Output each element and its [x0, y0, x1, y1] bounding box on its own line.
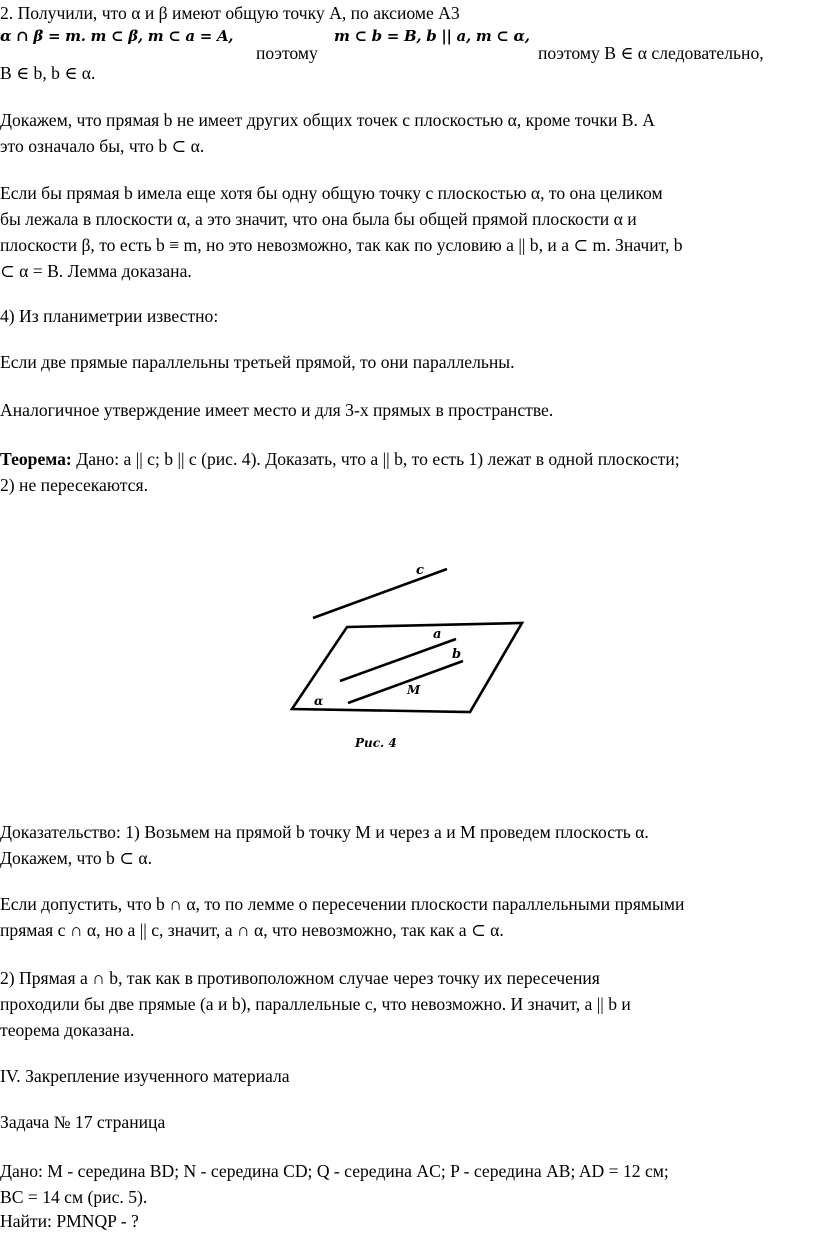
proof3-line1: 2) Прямая a ∩ b, так как в противоположном случае через точку их пересечения — [0, 968, 600, 988]
line-b — [348, 661, 463, 703]
label-c: c — [416, 563, 424, 578]
theorem-statement: Дано: a || c; b || c (рис. 4). Доказать, что a || b, то есть 1) лежат в одной плоскости; — [71, 449, 680, 469]
p4-text: 4) Из планиметрии известно: — [0, 306, 219, 326]
proof2-line2: прямая c ∩ α, но a || c, значит, a ∩ α, что невозможно, так как a ⊂ α. — [0, 920, 504, 940]
proof3-line3: теорема доказана. — [0, 1020, 135, 1040]
p5-text: Если две прямые параллельны третьей прямой, то они параллельны. — [0, 352, 515, 372]
p6-text: Аналогичное утверждение имеет место и для 3-х прямых в пространстве. — [0, 400, 554, 420]
section-heading: IV. Закрепление изученного материала — [0, 1066, 290, 1086]
theorem-line1 — [0, 446, 680, 472]
task-title: Задача № 17 страница — [0, 1112, 166, 1132]
p1-line1: 2. Получили, что α и β имеют общую точку A, по аксиоме A3 — [0, 3, 460, 23]
label-b: b — [452, 647, 462, 662]
label-M: M — [407, 683, 421, 697]
p3-line1: Если бы прямая b имела еще хотя бы одну общую точку с плоскостью α, то она целиком — [0, 183, 663, 203]
proof1-line1: Доказательство: 1) Возьмем на прямой b точку M и через a и M проведем плоскость α. — [0, 822, 649, 842]
plane-alpha — [292, 623, 522, 712]
formula-image-1: α ∩ β = m. m ⊂ β, m ⊂ a = A, — [0, 27, 234, 45]
given-line3: Найти: PMNQP - ? — [0, 1211, 139, 1231]
p1-poetomu-2: поэтому B ∈ α следовательно, — [538, 43, 764, 63]
given-line2: BC = 14 см (рис. 5). — [0, 1187, 148, 1207]
p2-line1: Докажем, что прямая b не имеет других общих точек с плоскостью α, кроме точки B. А — [0, 110, 655, 130]
p1-line3: B ∈ b, b ∈ α. — [0, 63, 96, 83]
proof2-line1: Если допустить, что b ∩ α, то по лемме о пересечении плоскости параллельными прямыми — [0, 894, 685, 914]
p1-poetomu-1: поэтому — [256, 43, 318, 63]
proof1-line2: Докажем, что b ⊂ α. — [0, 848, 153, 868]
theorem-label: Теорема: — [0, 449, 72, 469]
figure-4-diagram — [280, 552, 540, 757]
p2-line2: это означало бы, что b ⊂ α. — [0, 136, 205, 156]
p3-line4: ⊂ α = B. Лемма доказана. — [0, 261, 192, 281]
proof3-line2: проходили бы две прямые (a и b), параллельные c, что невозможно. И значит, a || b и — [0, 994, 631, 1014]
formula-image-2: m ⊂ b = B, b || a, m ⊂ α, — [334, 27, 530, 45]
line-c — [313, 569, 447, 618]
figure-caption: Рис. 4 — [355, 736, 397, 750]
p3-line3: плоскости β, то есть b ≡ m, но это невозможно, так как по условию a || b, и a ⊂ m. Значит, b — [0, 235, 683, 255]
p3-line2: бы лежала в плоскости α, а это значит, что она была бы общей прямой плоскости α и — [0, 209, 637, 229]
theorem-line2: 2) не пересекаются. — [0, 475, 148, 495]
label-alpha: α — [314, 694, 324, 708]
label-a: a — [433, 627, 442, 642]
line-a — [340, 639, 456, 681]
given-line1: Дано: M - середина BD; N - середина CD; Q - середина AC; P - середина AB; AD = 12 см; — [0, 1161, 669, 1181]
